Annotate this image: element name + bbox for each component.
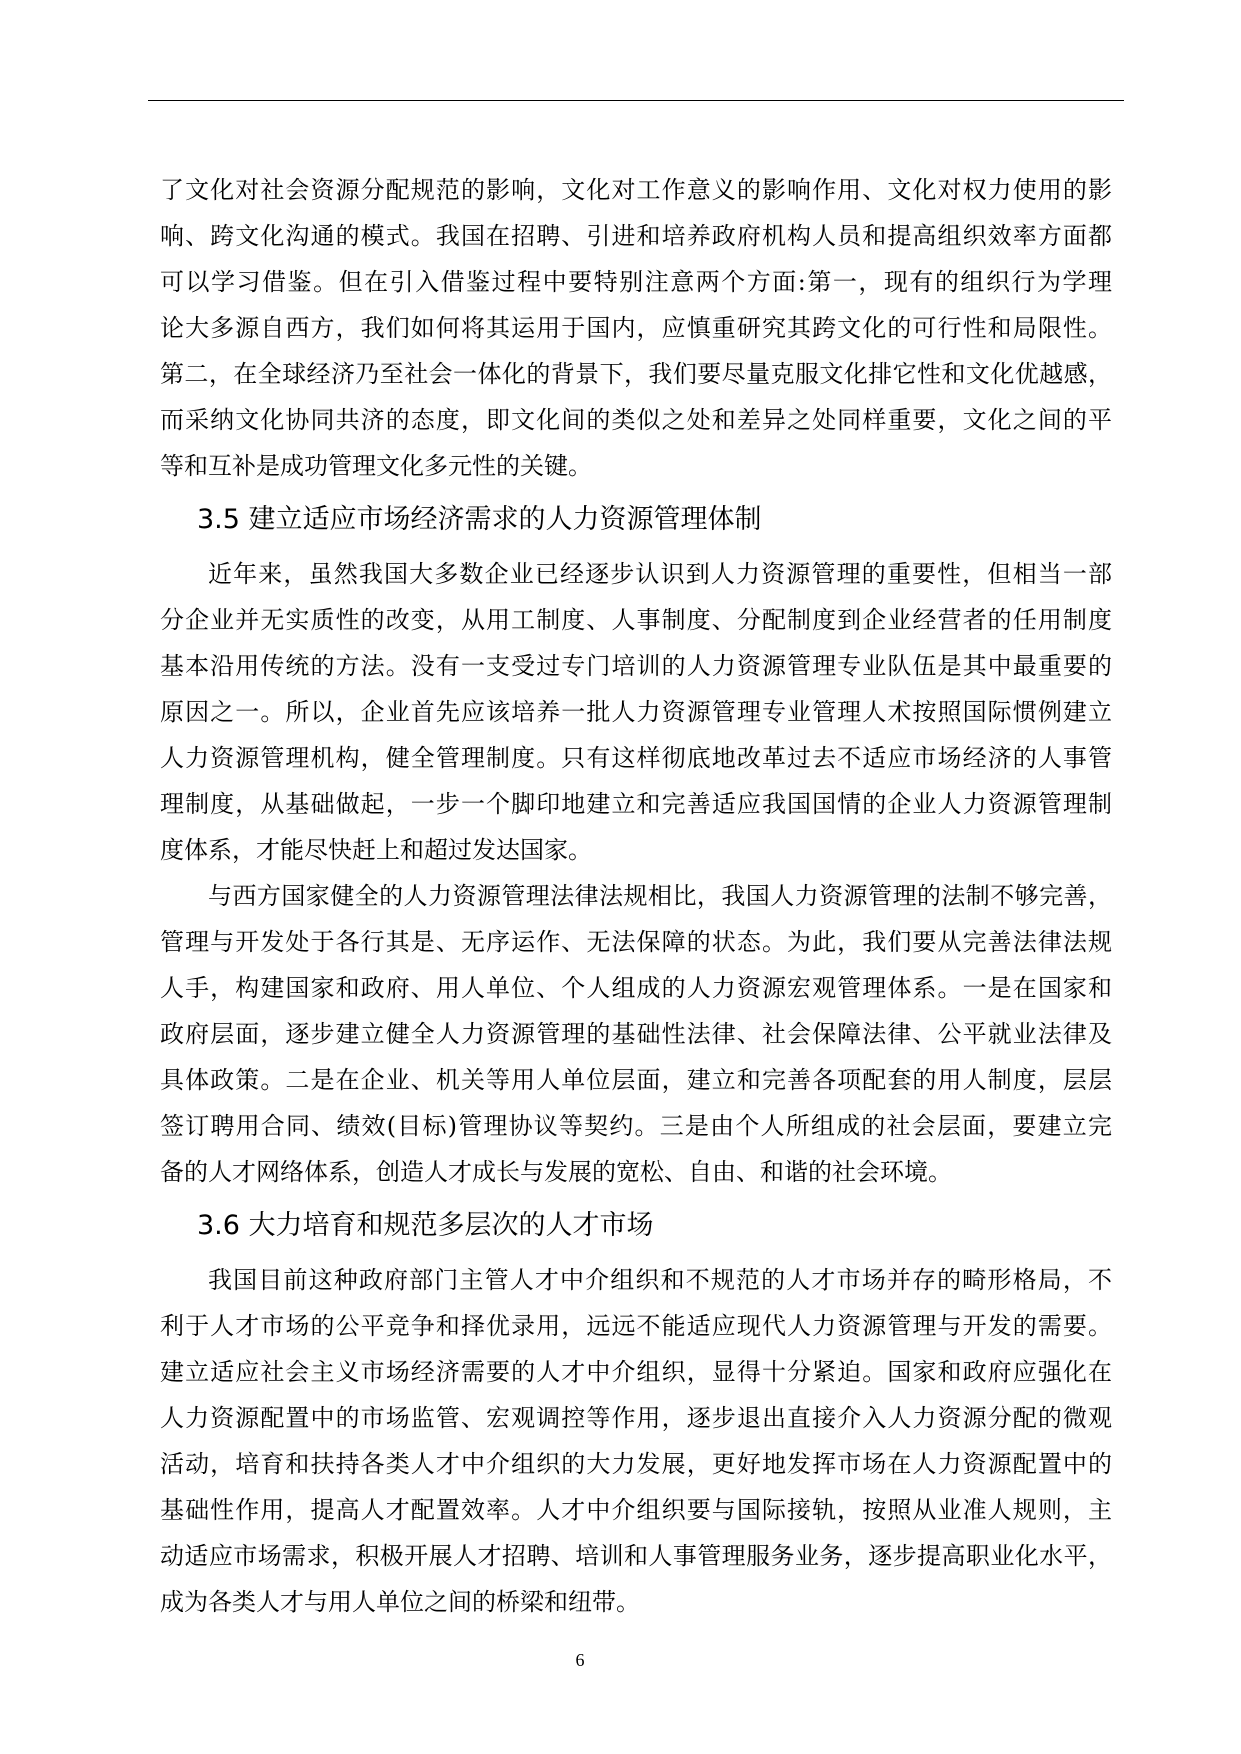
text-line: 我国目前这种政府部门主管人才中介组织和不规范的人才市场并存的畸形格局，不 bbox=[208, 1266, 1112, 1294]
text-line: 理制度，从基础做起，一步一个脚印地建立和完善适应我国国情的企业人力资源管理制 bbox=[160, 790, 1112, 818]
text-line: 活动，培育和扶持各类人才中介组织的大力发展，更好地发挥市场在人力资源配置中的 bbox=[160, 1450, 1112, 1478]
text-line: 论大多源自西方，我们如何将其运用于国内，应慎重研究其跨文化的可行性和局限性。 bbox=[160, 314, 1112, 342]
text-line: 基础性作用，提高人才配置效率。人才中介组织要与国际接轨，按照从业准人规则，主 bbox=[160, 1496, 1112, 1524]
text-line: 备的人才网络体系，创造人才成长与发展的宽松、自由、和谐的社会环境。 bbox=[160, 1158, 952, 1186]
text-line: 基本沿用传统的方法。没有一支受过专门培训的人力资源管理专业队伍是其中最重要的 bbox=[160, 652, 1112, 680]
page-body bbox=[160, 167, 1112, 1625]
text-line: 成为各类人才与用人单位之间的桥梁和纽带。 bbox=[160, 1588, 640, 1616]
text-line: 人手，构建国家和政府、用人单位、个人组成的人力资源宏观管理体系。一是在国家和 bbox=[160, 974, 1112, 1002]
text-line: 第二，在全球经济乃至社会一体化的背景下，我们要尽量克服文化排它性和文化优越感， bbox=[160, 360, 1112, 388]
section-heading-3-5: 3.5 建立适应市场经济需求的人力资源管理体制 bbox=[197, 504, 762, 535]
paragraph-intro bbox=[160, 167, 1112, 489]
text-line: 度体系，才能尽快赶上和超过发达国家。 bbox=[160, 836, 592, 864]
paragraph-3-5-2 bbox=[160, 873, 1112, 1195]
section-heading-3-6: 3.6 大力培育和规范多层次的人才市场 bbox=[197, 1210, 654, 1241]
paragraph-3-6-1 bbox=[160, 1257, 1112, 1625]
text-line: 响、跨文化沟通的模式。我国在招聘、引进和培养政府机构人员和提高组织效率方面都 bbox=[160, 222, 1112, 250]
text-line: 人力资源配置中的市场监管、宏观调控等作用，逐步退出直接介入人力资源分配的微观 bbox=[160, 1404, 1112, 1432]
text-line: 与西方国家健全的人力资源管理法律法规相比，我国人力资源管理的法制不够完善， bbox=[208, 882, 1112, 910]
text-line: 管理与开发处于各行其是、无序运作、无法保障的状态。为此，我们要从完善法律法规 bbox=[160, 928, 1112, 956]
text-line: 原因之一。所以，企业首先应该培养一批人力资源管理专业管理人术按照国际惯例建立 bbox=[160, 698, 1112, 726]
text-line: 动适应市场需求，积极开展人才招聘、培训和人事管理服务业务，逐步提高职业化水平， bbox=[160, 1542, 1112, 1570]
text-line: 分企业并无实质性的改变，从用工制度、人事制度、分配制度到企业经营者的任用制度 bbox=[160, 606, 1112, 634]
text-line: 签订聘用合同、绩效(目标)管理协议等契约。三是由个人所组成的社会层面，要建立完 bbox=[160, 1112, 1112, 1140]
text-line: 利于人才市场的公平竞争和择优录用，远远不能适应现代人力资源管理与开发的需要。 bbox=[160, 1312, 1112, 1340]
text-line: 具体政策。二是在企业、机关等用人单位层面，建立和完善各项配套的用人制度，层层 bbox=[160, 1066, 1112, 1094]
text-line: 建立适应社会主义市场经济需要的人才中介组织，显得十分紧迫。国家和政府应强化在 bbox=[160, 1358, 1112, 1386]
text-line: 近年来，虽然我国大多数企业已经逐步认识到人力资源管理的重要性，但相当一部 bbox=[208, 560, 1112, 588]
paragraph-3-5-1 bbox=[160, 551, 1112, 873]
header-rule bbox=[148, 100, 1124, 101]
text-line: 了文化对社会资源分配规范的影响，文化对工作意义的影响作用、文化对权力使用的影 bbox=[160, 176, 1112, 204]
page-number: 6 bbox=[575, 1650, 585, 1670]
text-line: 而采纳文化协同共济的态度，即文化间的类似之处和差异之处同样重要，文化之间的平 bbox=[160, 406, 1112, 434]
text-line: 可以学习借鉴。但在引入借鉴过程中要特别注意两个方面:第一，现有的组织行为学理 bbox=[160, 268, 1112, 296]
text-line: 等和互补是成功管理文化多元性的关键。 bbox=[160, 452, 592, 480]
text-line: 人力资源管理机构，健全管理制度。只有这样彻底地改革过去不适应市场经济的人事管 bbox=[160, 744, 1112, 772]
text-line: 政府层面，逐步建立健全人力资源管理的基础性法律、社会保障法律、公平就业法律及 bbox=[160, 1020, 1112, 1048]
